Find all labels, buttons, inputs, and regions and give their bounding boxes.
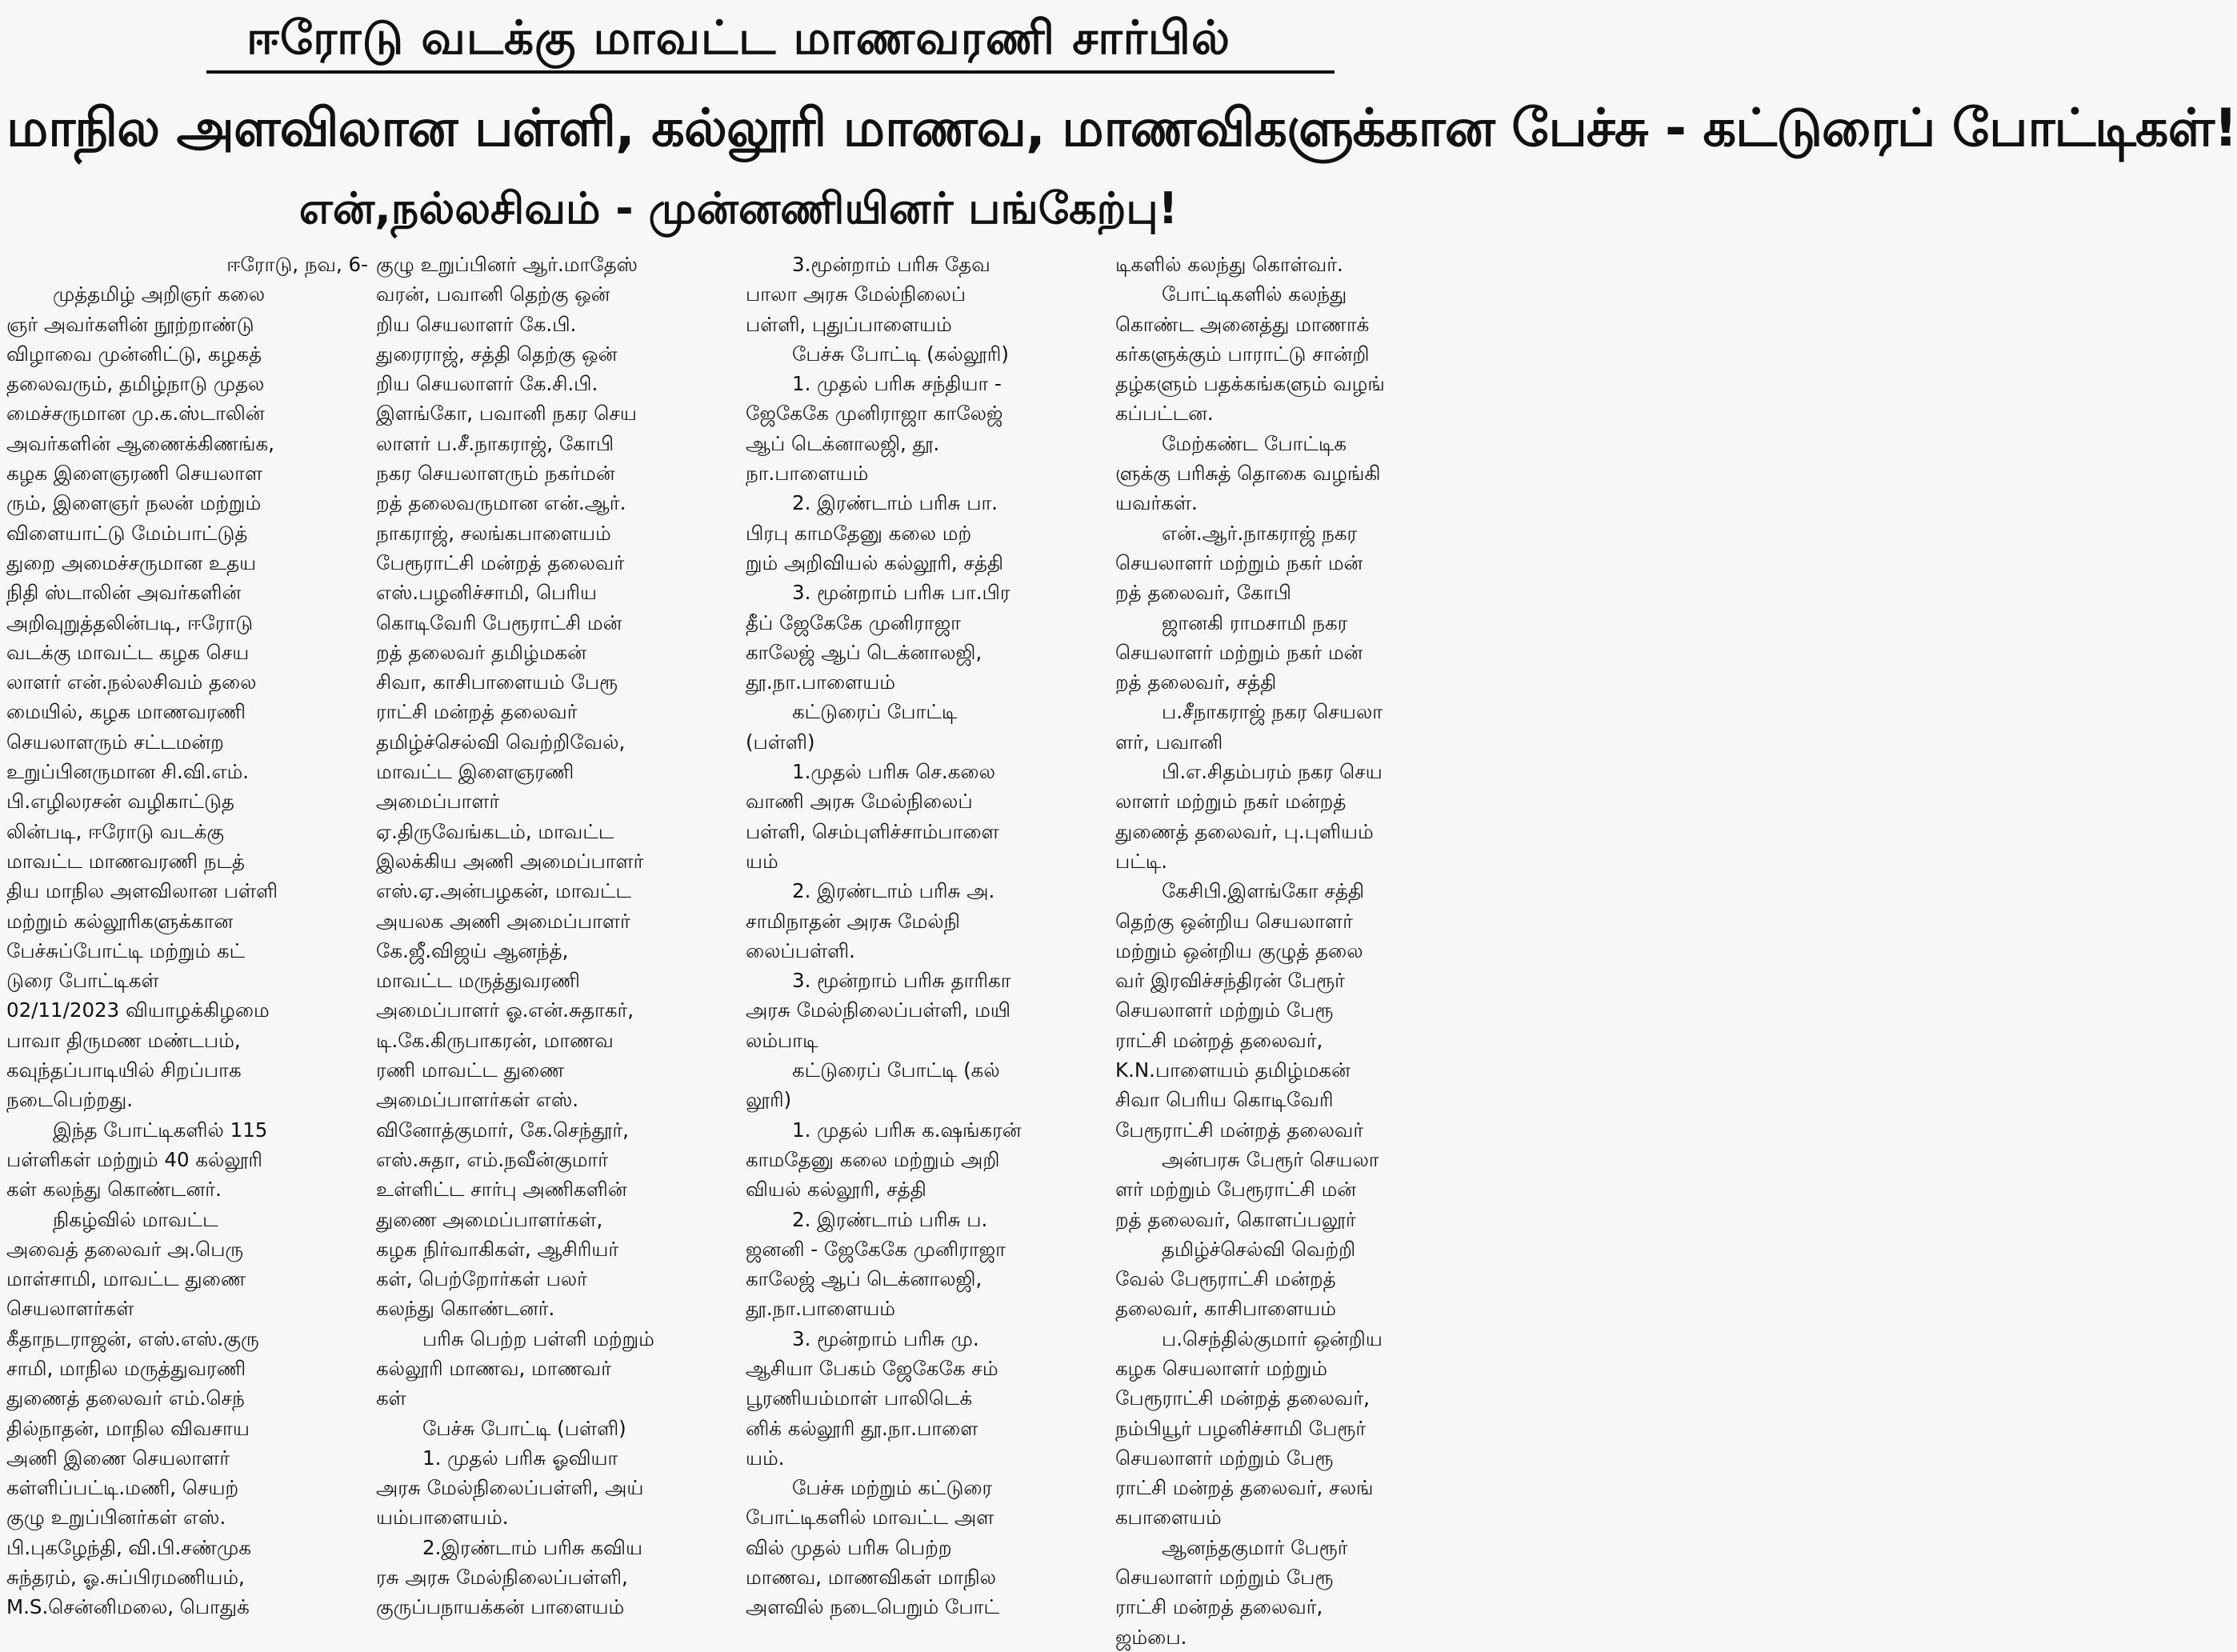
article-line: யம்: [746, 849, 778, 873]
article-line: இந்த போட்டிகளில் 115: [53, 1118, 268, 1142]
article-line: அரசு மேல்நிலைப்பள்ளி, மயி: [746, 998, 1011, 1022]
article-line: கள், பெற்றோர்கள் பலர்: [376, 1267, 587, 1291]
article-line: லாளர் என்.நல்லசிவம் தலை: [6, 670, 257, 694]
article-line: 2. இரண்டாம் பரிசு அ.: [792, 879, 995, 903]
article-line: ராட்சி மன்றத் தலைவர்: [376, 700, 578, 724]
article-headline: மாநில அளவிலான பள்ளி, கல்லூரி மாணவ, மாணவிகளுக்கான பேச்சு - கட்டுரைப் போட்டிகள்!: [6, 98, 2237, 158]
article-line: காமதேனு கலை மற்றும் அறி: [746, 1147, 1000, 1171]
article-line: துரைராஜ், சத்தி தெற்கு ஒன்: [376, 342, 618, 366]
article-line: ஆனந்தகுமார் பேரூர்: [1162, 1535, 1348, 1559]
article-line: K.N.பாளையம் தமிழ்மகன்: [1115, 1058, 1351, 1082]
article-line: றத் தலைவர், கொளப்பலூர்: [1115, 1207, 1356, 1231]
article-line: துணைத் தலைவர், பு.புளியம்: [1115, 819, 1374, 843]
article-line: தமிழ்ச்செல்வி வெற்றிவேல்,: [376, 730, 626, 754]
article-line: கபாளையம்: [1115, 1506, 1222, 1530]
article-line: லின்படி, ஈரோடு வடக்கு: [6, 819, 225, 843]
article-line: றும் அறிவியல் கல்லூரி, சத்தி: [746, 550, 1004, 574]
article-line: சுந்தரம், ஓ.சுப்பிரமணியம்,: [6, 1566, 245, 1590]
article-line: பள்ளிகள் மற்றும் 40 கல்லூரி: [6, 1147, 262, 1171]
article-line: தூ.நா.பாளையம்: [746, 670, 895, 694]
article-line: ராட்சி மன்றத் தலைவர், சலங்: [1115, 1476, 1374, 1500]
article-line: போட்டிகளில் கலந்து: [1162, 282, 1347, 306]
article-line: கழக செயலாளர் மற்றும்: [1115, 1356, 1327, 1380]
article-line: னிக் கல்லூரி தூ.நா.பாளை: [746, 1416, 978, 1440]
article-line: பிரபு காமதேனு கலை மற்: [746, 521, 972, 545]
article-line: ளுக்கு பரிசுத் தொகை வழங்கி: [1115, 462, 1381, 486]
article-line: செயலாளர்கள்: [6, 1297, 134, 1321]
article-line: சிவா, காசிபாளையம் பேரூ: [376, 670, 618, 694]
article-line: செயலாளர் மற்றும் பேரூ: [1115, 1446, 1334, 1470]
article-line: மைச்சருமான மு.க.ஸ்டாலின்: [6, 402, 265, 426]
article-line: 1.முதல் பரிசு செ.கலை: [792, 760, 995, 784]
article-line: கட்டுரைப் போட்டி (கல்: [792, 1058, 1000, 1082]
article-line: சாமிநாதன் அரசு மேல்நி: [746, 909, 960, 933]
article-subhead: என்,நல்லசிவம் - முன்னணியினர் பங்கேற்பு!: [298, 183, 1179, 234]
article-line: வியல் கல்லூரி, சத்தி: [746, 1178, 926, 1202]
article-line: செயலாளர் மற்றும் நகர் மன்: [1115, 550, 1363, 574]
article-line: துறை அமைச்சருமான உதய: [6, 550, 257, 574]
article-line: சிவா பெரிய கொடிவேரி: [1115, 1088, 1334, 1112]
article-line: பேச்சு போட்டி (கல்லூரி): [792, 342, 1009, 366]
article-line: நிகழ்வில் மாவட்ட: [53, 1207, 218, 1231]
article-line: மாணவ, மாணவிகள் மாநில: [746, 1566, 996, 1590]
article-line: கர்களுக்கும் பாராட்டு சான்றி: [1115, 342, 1370, 366]
article-line: நகர செயலாளரும் நகர்மன்: [376, 462, 615, 486]
article-line: திய மாநில அளவிலான பள்ளி: [6, 879, 278, 903]
article-line: லாளர் மற்றும் நகர் மன்றத்: [1115, 790, 1347, 814]
article-line: எஸ்.சுதா, எம்.நவீன்குமார்: [376, 1147, 609, 1171]
article-line: லூரி): [746, 1088, 792, 1112]
article-line: அறிவுறுத்தலின்படி, ஈரோடு: [6, 610, 254, 634]
article-line: ளர், பவானி: [1115, 730, 1223, 754]
article-line: பள்ளி, புதுப்பாளையம்: [746, 312, 952, 336]
article-line: M.S.சென்னிமலை, பொதுக்: [6, 1595, 250, 1619]
article-line: வில் முதல் பரிசு பெற்ற: [746, 1535, 952, 1559]
article-line: பேச்சு போட்டி (பள்ளி): [422, 1416, 626, 1440]
article-line: காலேஜ் ஆப் டெக்னாலஜி,: [746, 640, 982, 664]
article-line: கழக இளைஞரணி செயலாள: [6, 462, 263, 486]
article-line: பி.புகழேந்தி, வி.பி.சண்முக: [6, 1535, 251, 1559]
article-line: வேல் பேரூராட்சி மன்றத்: [1115, 1267, 1336, 1291]
article-line: லாளர் ப.சீ.நாகராஜ், கோபி: [376, 431, 614, 455]
article-line: மாவட்ட இளைஞரணி: [376, 760, 574, 784]
article-line: ஜனனி - ஜேகேகே முனிராஜா: [746, 1237, 1006, 1261]
article-line: கேசிபி.இளங்கோ சத்தி: [1162, 879, 1365, 903]
article-line: காலேஜ் ஆப் டெக்னாலஜி,: [746, 1267, 982, 1291]
article-line: செயலாளரும் சட்டமன்ற: [6, 730, 224, 754]
article-line: கொடிவேரி பேரூராட்சி மன்: [376, 610, 622, 634]
article-line: குருப்பநாயக்கன் பாளையம்: [376, 1595, 625, 1619]
article-line: கல்லூரி மாணவ, மாணவர்: [376, 1356, 612, 1380]
article-column-2: [376, 250, 738, 1652]
article-line: 02/11/2023 வியாழக்கிழமை: [6, 998, 270, 1022]
article-line: 3. மூன்றாம் பரிசு பா.பிர: [792, 581, 1010, 605]
article-line: பேரூராட்சி மன்றத் தலைவர்,: [1115, 1386, 1370, 1410]
article-line: றிய செயலாளர் கே.சி.பி.: [376, 372, 598, 396]
article-line: மாள்சாமி, மாவட்ட துணை: [6, 1267, 246, 1291]
article-line: யம்பாளையம்.: [376, 1506, 509, 1530]
article-line: நாகராஜ், சலங்கபாளையம்: [376, 521, 611, 545]
article-line: முத்தமிழ் அறிஞர் கலை: [53, 282, 266, 306]
article-line: பேரூராட்சி மன்றத் தலைவர்: [376, 550, 625, 574]
article-line: ரும், இளைஞர் நலன் மற்றும்: [6, 491, 262, 515]
article-line: இளங்கோ, பவானி நகர செய: [376, 402, 637, 426]
article-line: கே.ஜீ.விஜய் ஆனந்த்,: [376, 938, 569, 962]
article-line: அயலக அணி அமைப்பாளர்: [376, 909, 630, 933]
article-line: சாமி, மாநில மருத்துவரணி: [6, 1356, 246, 1380]
article-line: நா.பாளையம்: [746, 462, 869, 486]
article-line: தமிழ்ச்செல்வி வெற்றி: [1162, 1237, 1356, 1261]
article-line: றத் தலைவர் தமிழ்மகன்: [376, 640, 586, 664]
article-line: எஸ்.பழனிச்சாமி, பெரிய: [376, 581, 598, 605]
article-line: மற்றும் கல்லூரிகளுக்கான: [6, 909, 234, 933]
article-line: குழு உறுப்பினர் ஆர்.மாதேஸ்: [376, 253, 638, 276]
article-line: ப.செந்தில்குமார் ஒன்றிய: [1162, 1326, 1383, 1350]
article-line: ஜானகி ராமசாமி நகர: [1162, 610, 1348, 634]
article-line: மையில், கழக மாணவரணி: [6, 700, 246, 724]
article-line: தெற்கு ஒன்றிய செயலாளர்: [1115, 909, 1353, 933]
article-line: ராட்சி மன்றத் தலைவர்,: [1115, 1595, 1323, 1619]
article-line: லம்பாடி: [746, 1028, 818, 1052]
article-line: கட்டுரைப் போட்டி: [792, 700, 958, 724]
article-line: கழக நிர்வாகிகள், ஆசிரியர்: [376, 1237, 619, 1261]
article-line: ஏ.திருவேங்கடம், மாவட்ட: [376, 819, 614, 843]
article-line: துணை அமைப்பாளர்கள்,: [376, 1207, 603, 1231]
article-line: றிய செயலாளர் கே.பி.: [376, 312, 577, 336]
article-line: 1. முதல் பரிசு சந்தியா -: [792, 372, 1002, 396]
article-line: அணி இணை செயலாளர்: [6, 1446, 230, 1470]
article-line: வர் இரவிச்சந்திரன் பேரூர்: [1115, 969, 1345, 993]
article-line: ஜம்பை.: [1115, 1625, 1187, 1649]
article-line: அமைப்பாளர் ஓ.என்.சுதாகர்,: [376, 998, 634, 1022]
article-line: பாலா அரசு மேல்நிலைப்: [746, 282, 966, 306]
article-line: டிகளில் கலந்து கொள்வர்.: [1115, 253, 1343, 276]
article-line: ஞர் அவர்களின் நூற்றாண்டு: [6, 312, 254, 336]
article-line: ஆசியா பேகம் ஜேகேகே சம்: [746, 1356, 998, 1380]
article-line: துணைத் தலைவர் எம்.செந்: [6, 1386, 245, 1410]
article-line: 1. முதல் பரிசு ஓவியா: [422, 1446, 618, 1470]
article-line: டி.கே.கிருபாகரன், மாணவ: [376, 1028, 614, 1052]
article-line: டுரை போட்டிகள்: [6, 969, 159, 993]
article-line: மற்றும் ஒன்றிய குழுத் தலை: [1115, 938, 1363, 962]
article-line: அமைப்பாளர்கள் எஸ்.: [376, 1088, 579, 1112]
article-line: 3. மூன்றாம் பரிசு தாரிகா: [792, 969, 1011, 993]
article-line: 2.இரண்டாம் பரிசு கவிய: [422, 1535, 643, 1559]
article-line: கீதாநடராஜன், எஸ்.எஸ்.குரு: [6, 1326, 259, 1350]
article-line: கள் கலந்து கொண்டனர்.: [6, 1178, 222, 1202]
article-line: எஸ்.ஏ.அன்பழகன், மாவட்ட: [376, 879, 631, 903]
article-line: ப.சீநாகராஜ் நகர செயலா: [1162, 700, 1383, 724]
article-line: அன்பரசு பேரூர் செயலா: [1162, 1147, 1379, 1171]
article-line: கப்பட்டன.: [1115, 402, 1214, 426]
article-line: யம்.: [746, 1446, 785, 1470]
article-line: என்.ஆர்.நாகராஜ் நகர: [1162, 521, 1358, 545]
article-line: கொண்ட அனைத்து மாணாக்: [1115, 312, 1370, 336]
article-line: தழ்களும் பதக்கங்களும் வழங்: [1115, 372, 1385, 396]
article-body: [6, 250, 1471, 1649]
article-column-4: [1115, 250, 1477, 1652]
article-line: 2. இரண்டாம் பரிசு பா.: [792, 491, 998, 515]
article-line: குழு உறுப்பினர்கள் எஸ்.: [6, 1506, 226, 1530]
article-line: மேற்கண்ட போட்டிக: [1162, 431, 1347, 455]
article-line: தீப் ஜேகேகே முனிராஜா: [746, 610, 961, 634]
article-line: வடக்கு மாவட்ட கழக செய: [6, 640, 250, 664]
article-line: பேச்சுப்போட்டி மற்றும் கட்: [6, 938, 246, 962]
article-line: தலைவரும், தமிழ்நாடு முதல: [6, 372, 265, 396]
article-line: ஜேகேகே முனிராஜா காலேஜ்: [746, 402, 1003, 426]
article-line: அளவில் நடைபெறும் போட்: [746, 1595, 999, 1619]
article-line: கள்: [376, 1386, 406, 1410]
article-line: ராட்சி மன்றத் தலைவர்,: [1115, 1028, 1323, 1052]
article-line: 1. முதல் பரிசு க.ஷங்கரன்: [792, 1118, 1022, 1142]
article-line: செயலாளர் மற்றும் நகர் மன்: [1115, 640, 1363, 664]
article-line: வினோத்குமார், கே.செந்தூர்,: [376, 1118, 629, 1142]
article-line: லைப்பள்ளி.: [746, 938, 855, 962]
article-line: அரசு மேல்நிலைப்பள்ளி, அய்: [376, 1476, 644, 1500]
article-line: ளர் மற்றும் பேரூராட்சி மன்: [1115, 1178, 1357, 1202]
article-line: தலைவர், காசிபாளையம்: [1115, 1297, 1337, 1321]
article-line: மாவட்ட மாணவரணி நடத்: [6, 849, 245, 873]
article-line: அவர்களின் ஆணைக்கிணங்க,: [6, 431, 274, 455]
article-column-3: [746, 250, 1107, 1652]
article-line: றத் தலைவருமான என்.ஆர்.: [376, 491, 626, 515]
article-line: தில்நாதன், மாநில விவசாய: [6, 1416, 250, 1440]
article-line: பரிசு பெற்ற பள்ளி மற்றும்: [422, 1326, 654, 1350]
article-line: பட்டி.: [1115, 849, 1168, 873]
article-line: நம்பியூர் பழனிச்சாமி பேரூர்: [1115, 1416, 1367, 1440]
article-line: செயலாளர் மற்றும் பேரூ: [1115, 998, 1334, 1022]
article-line: பாவா திருமண மண்டபம்,: [6, 1028, 241, 1052]
article-line: வாணி அரசு மேல்நிலைப்: [746, 790, 973, 814]
article-line: அமைப்பாளர்: [376, 790, 500, 814]
article-line: தூ.நா.பாளையம்: [746, 1297, 895, 1321]
article-line: வரன், பவானி தெற்கு ஒன்: [376, 282, 610, 306]
article-line: றத் தலைவர், சத்தி: [1115, 670, 1277, 694]
article-line: விளையாட்டு மேம்பாட்டுத்: [6, 521, 248, 545]
article-line: நடைபெற்றது.: [6, 1088, 134, 1112]
article-line: ஈரோடு, நவ, 6-: [226, 253, 368, 276]
article-line: 3. மூன்றாம் பரிசு மு.: [792, 1326, 979, 1350]
article-line: ரணி மாவட்ட துணை: [376, 1058, 565, 1082]
article-line: 2. இரண்டாம் பரிசு ப.: [792, 1207, 988, 1231]
article-line: நிதி ஸ்டாலின் அவர்களின்: [6, 581, 242, 605]
article-line: மாவட்ட மருத்துவரணி: [376, 969, 580, 993]
article-line: கள்ளிப்பட்டி.மணி, செயற்: [6, 1476, 239, 1500]
article-line: கலந்து கொண்டனர்.: [376, 1297, 555, 1321]
article-line: (பள்ளி): [746, 730, 815, 754]
article-kicker: ஈரோடு வடக்கு மாவட்ட மாணவரணி சார்பில்: [246, 10, 1231, 65]
article-line: பி.எழிலரசன் வழிகாட்டுத: [6, 790, 234, 814]
article-line: விழாவை முன்னிட்டு, கழகத்: [6, 342, 262, 366]
article-line: யவர்கள்.: [1115, 491, 1198, 515]
article-line: ரசு அரசு மேல்நிலைப்பள்ளி,: [376, 1566, 628, 1590]
article-line: ஆப் டெக்னாலஜி, தூ.: [746, 431, 940, 455]
article-line: பேச்சு மற்றும் கட்டுரை: [792, 1476, 993, 1500]
article-line: றத் தலைவர், கோபி: [1115, 581, 1291, 605]
article-line: பி.எ.சிதம்பரம் நகர செய: [1162, 760, 1383, 784]
article-line: போட்டிகளில் மாவட்ட அள: [746, 1506, 994, 1530]
article-line: கவுந்தப்பாடியில் சிறப்பாக: [6, 1058, 242, 1082]
article-line: இலக்கிய அணி அமைப்பாளர்: [376, 849, 644, 873]
kicker-underline: [206, 70, 1335, 74]
article-line: பேரூராட்சி மன்றத் தலைவர்: [1115, 1118, 1364, 1142]
article-line: செயலாளர் மற்றும் பேரூ: [1115, 1566, 1334, 1590]
article-line: உள்ளிட்ட சார்பு அணிகளின்: [376, 1178, 627, 1202]
article-line: பூரணியம்மாள் பாலிடெக்: [746, 1386, 973, 1410]
article-line: அவைத் தலைவர் அ.பெரு: [6, 1237, 244, 1261]
article-line: பள்ளி, செம்புளிச்சாம்பாளை: [746, 819, 999, 843]
article-line: உறுப்பினருமான சி.வி.எம்.: [6, 760, 250, 784]
article-line: 3.மூன்றாம் பரிசு தேவ: [792, 253, 990, 276]
article-column-1: [6, 250, 368, 1652]
